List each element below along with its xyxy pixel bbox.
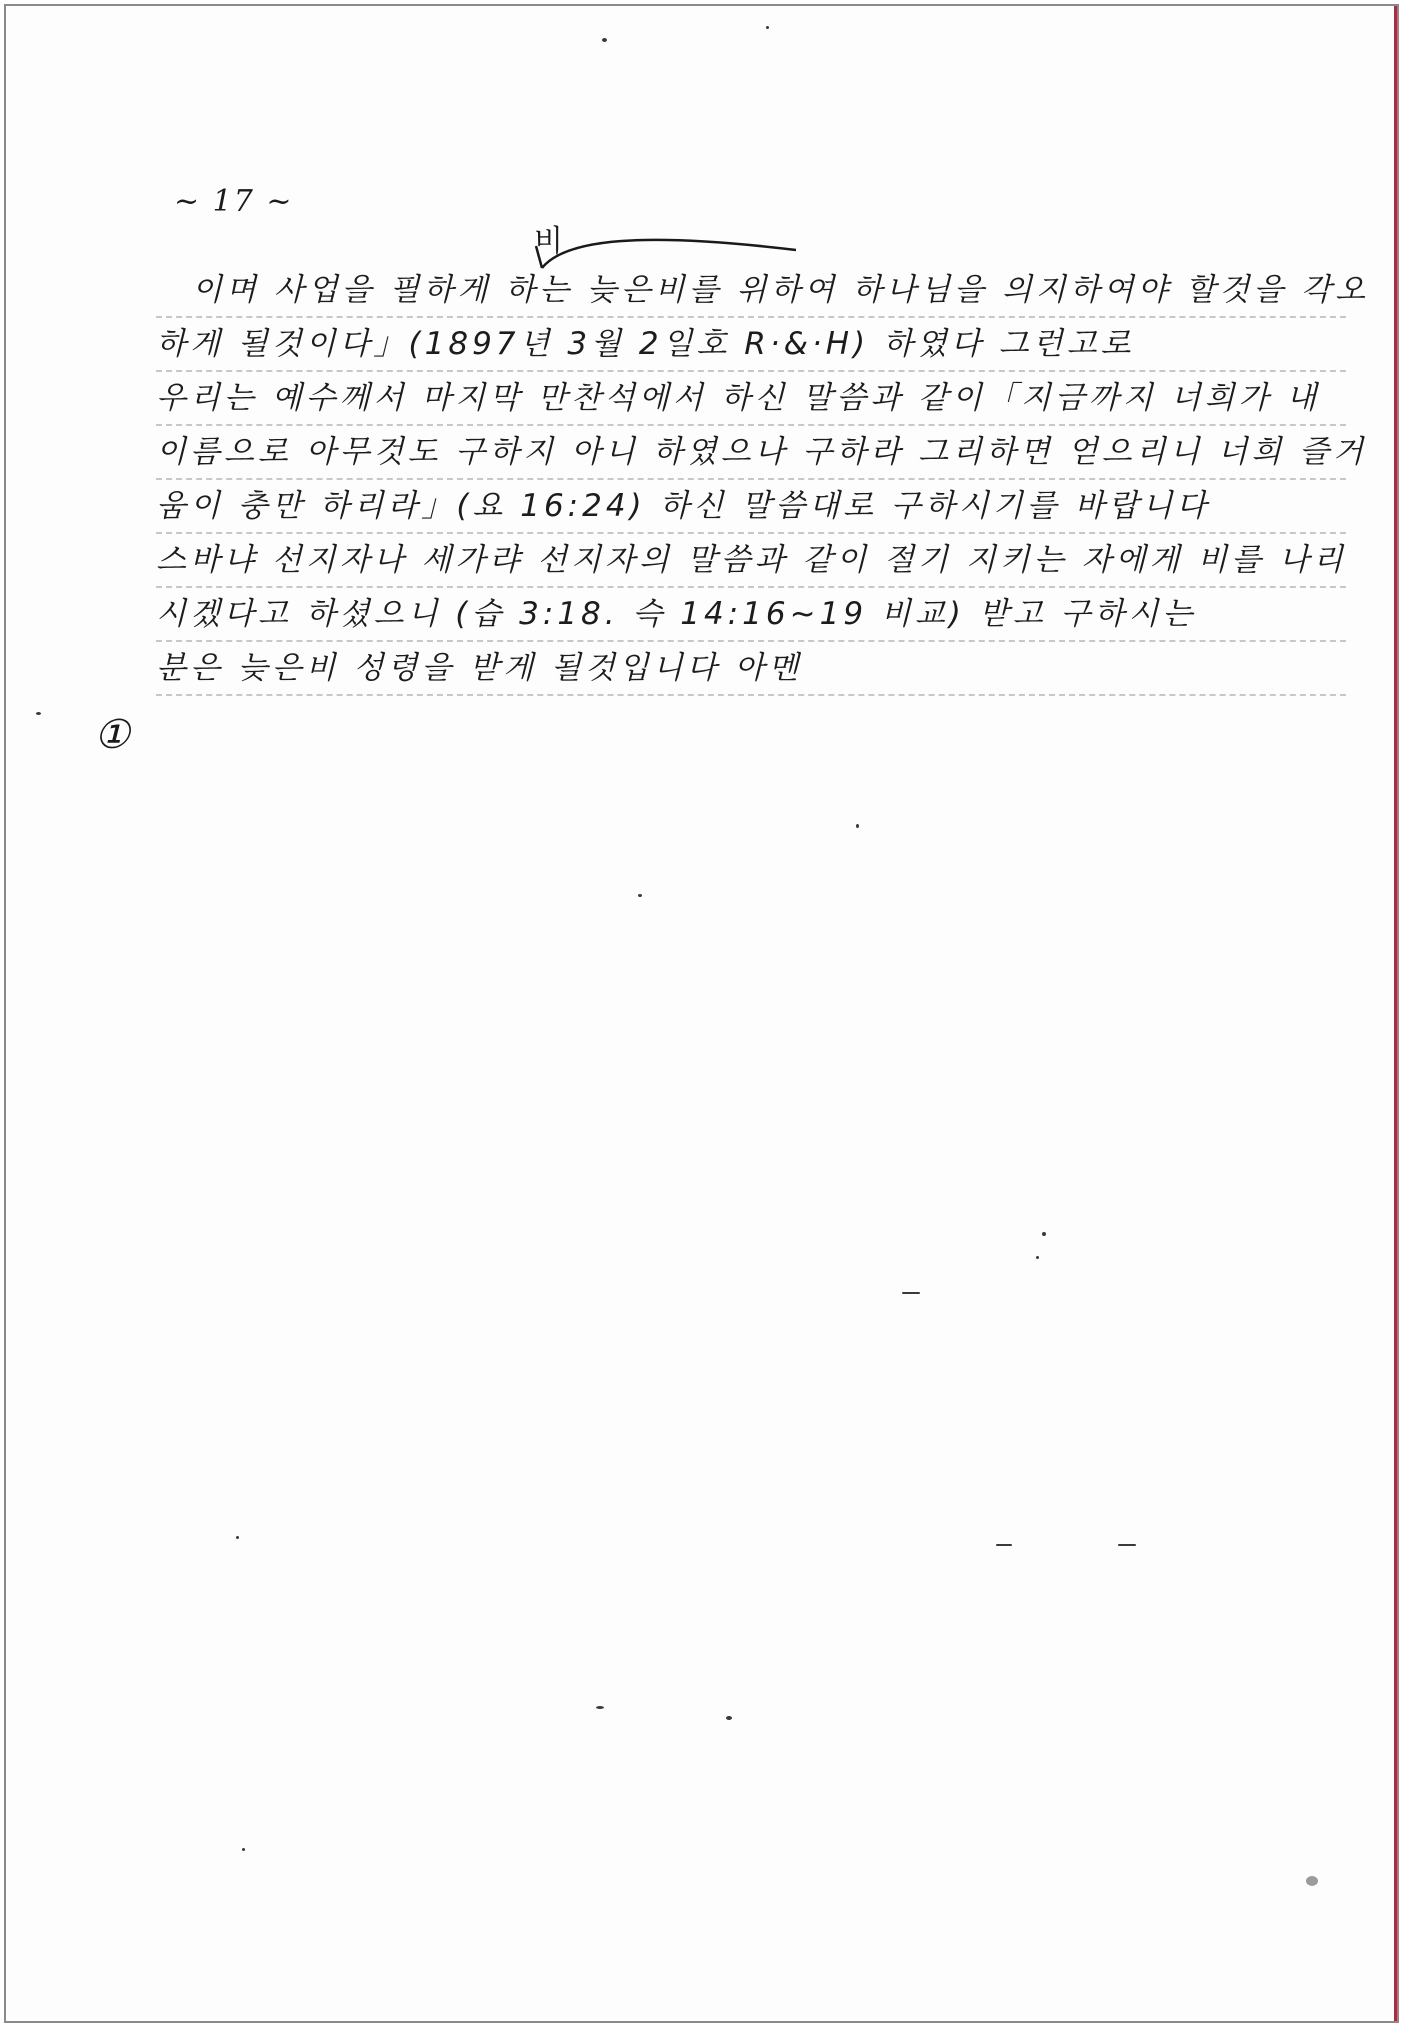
scan-speck: [602, 38, 607, 42]
scan-speck: [1036, 1256, 1039, 1259]
scan-speck: [996, 1544, 1012, 1546]
insertion-mark: 비: [534, 224, 563, 259]
handwritten-text-block: [156, 264, 1370, 696]
text-line-2: 하게 될것이다」(1897년 3월 2일호 R·&·H) 하였다 그런고로: [156, 318, 1346, 372]
scan-speck: [1042, 1232, 1046, 1236]
scan-speck: [596, 1706, 604, 1709]
scan-speck: [36, 712, 41, 715]
scan-speck: [902, 1292, 920, 1294]
scan-speck: [1306, 1876, 1318, 1886]
text-line-4: 이름으로 아무것도 구하지 아니 하였으나 구하라 그리하면 얻으리니 너희 즐거: [156, 426, 1346, 480]
text-line-1: 이며 사업을 필하게 하는 늦은비를 위하여 하나님을 의지하여야 할것을 각오: [156, 264, 1346, 318]
text-line-5: 움이 충만 하리라」(요 16:24) 하신 말씀대로 구하시기를 바랍니다: [156, 480, 1346, 534]
text-line-6: 스바냐 선지자나 세가랴 선지자의 말씀과 같이 절기 지키는 자에게 비를 나리: [156, 534, 1346, 588]
scan-speck: [638, 894, 642, 897]
text-line-7: 시겠다고 하셨으니 (습 3:18. 슥 14:16~19 비교) 받고 구하시는: [156, 588, 1346, 642]
text-line-8: 분은 늦은비 성령을 받게 될것입니다 아멘: [156, 642, 1346, 696]
scan-speck: [766, 26, 769, 29]
margin-circle-mark: ①: [94, 712, 130, 758]
scan-speck: [856, 824, 859, 828]
page-number: ~ 17 ~: [174, 184, 294, 219]
text-line-3: 우리는 예수께서 마지막 만찬석에서 하신 말씀과 같이「지금까지 너희가 내: [156, 372, 1346, 426]
scan-speck: [726, 1716, 732, 1720]
scan-speck: [242, 1848, 245, 1851]
scan-speck: [1118, 1544, 1136, 1546]
scan-speck: [236, 1536, 239, 1539]
document-page: [4, 4, 1399, 2023]
